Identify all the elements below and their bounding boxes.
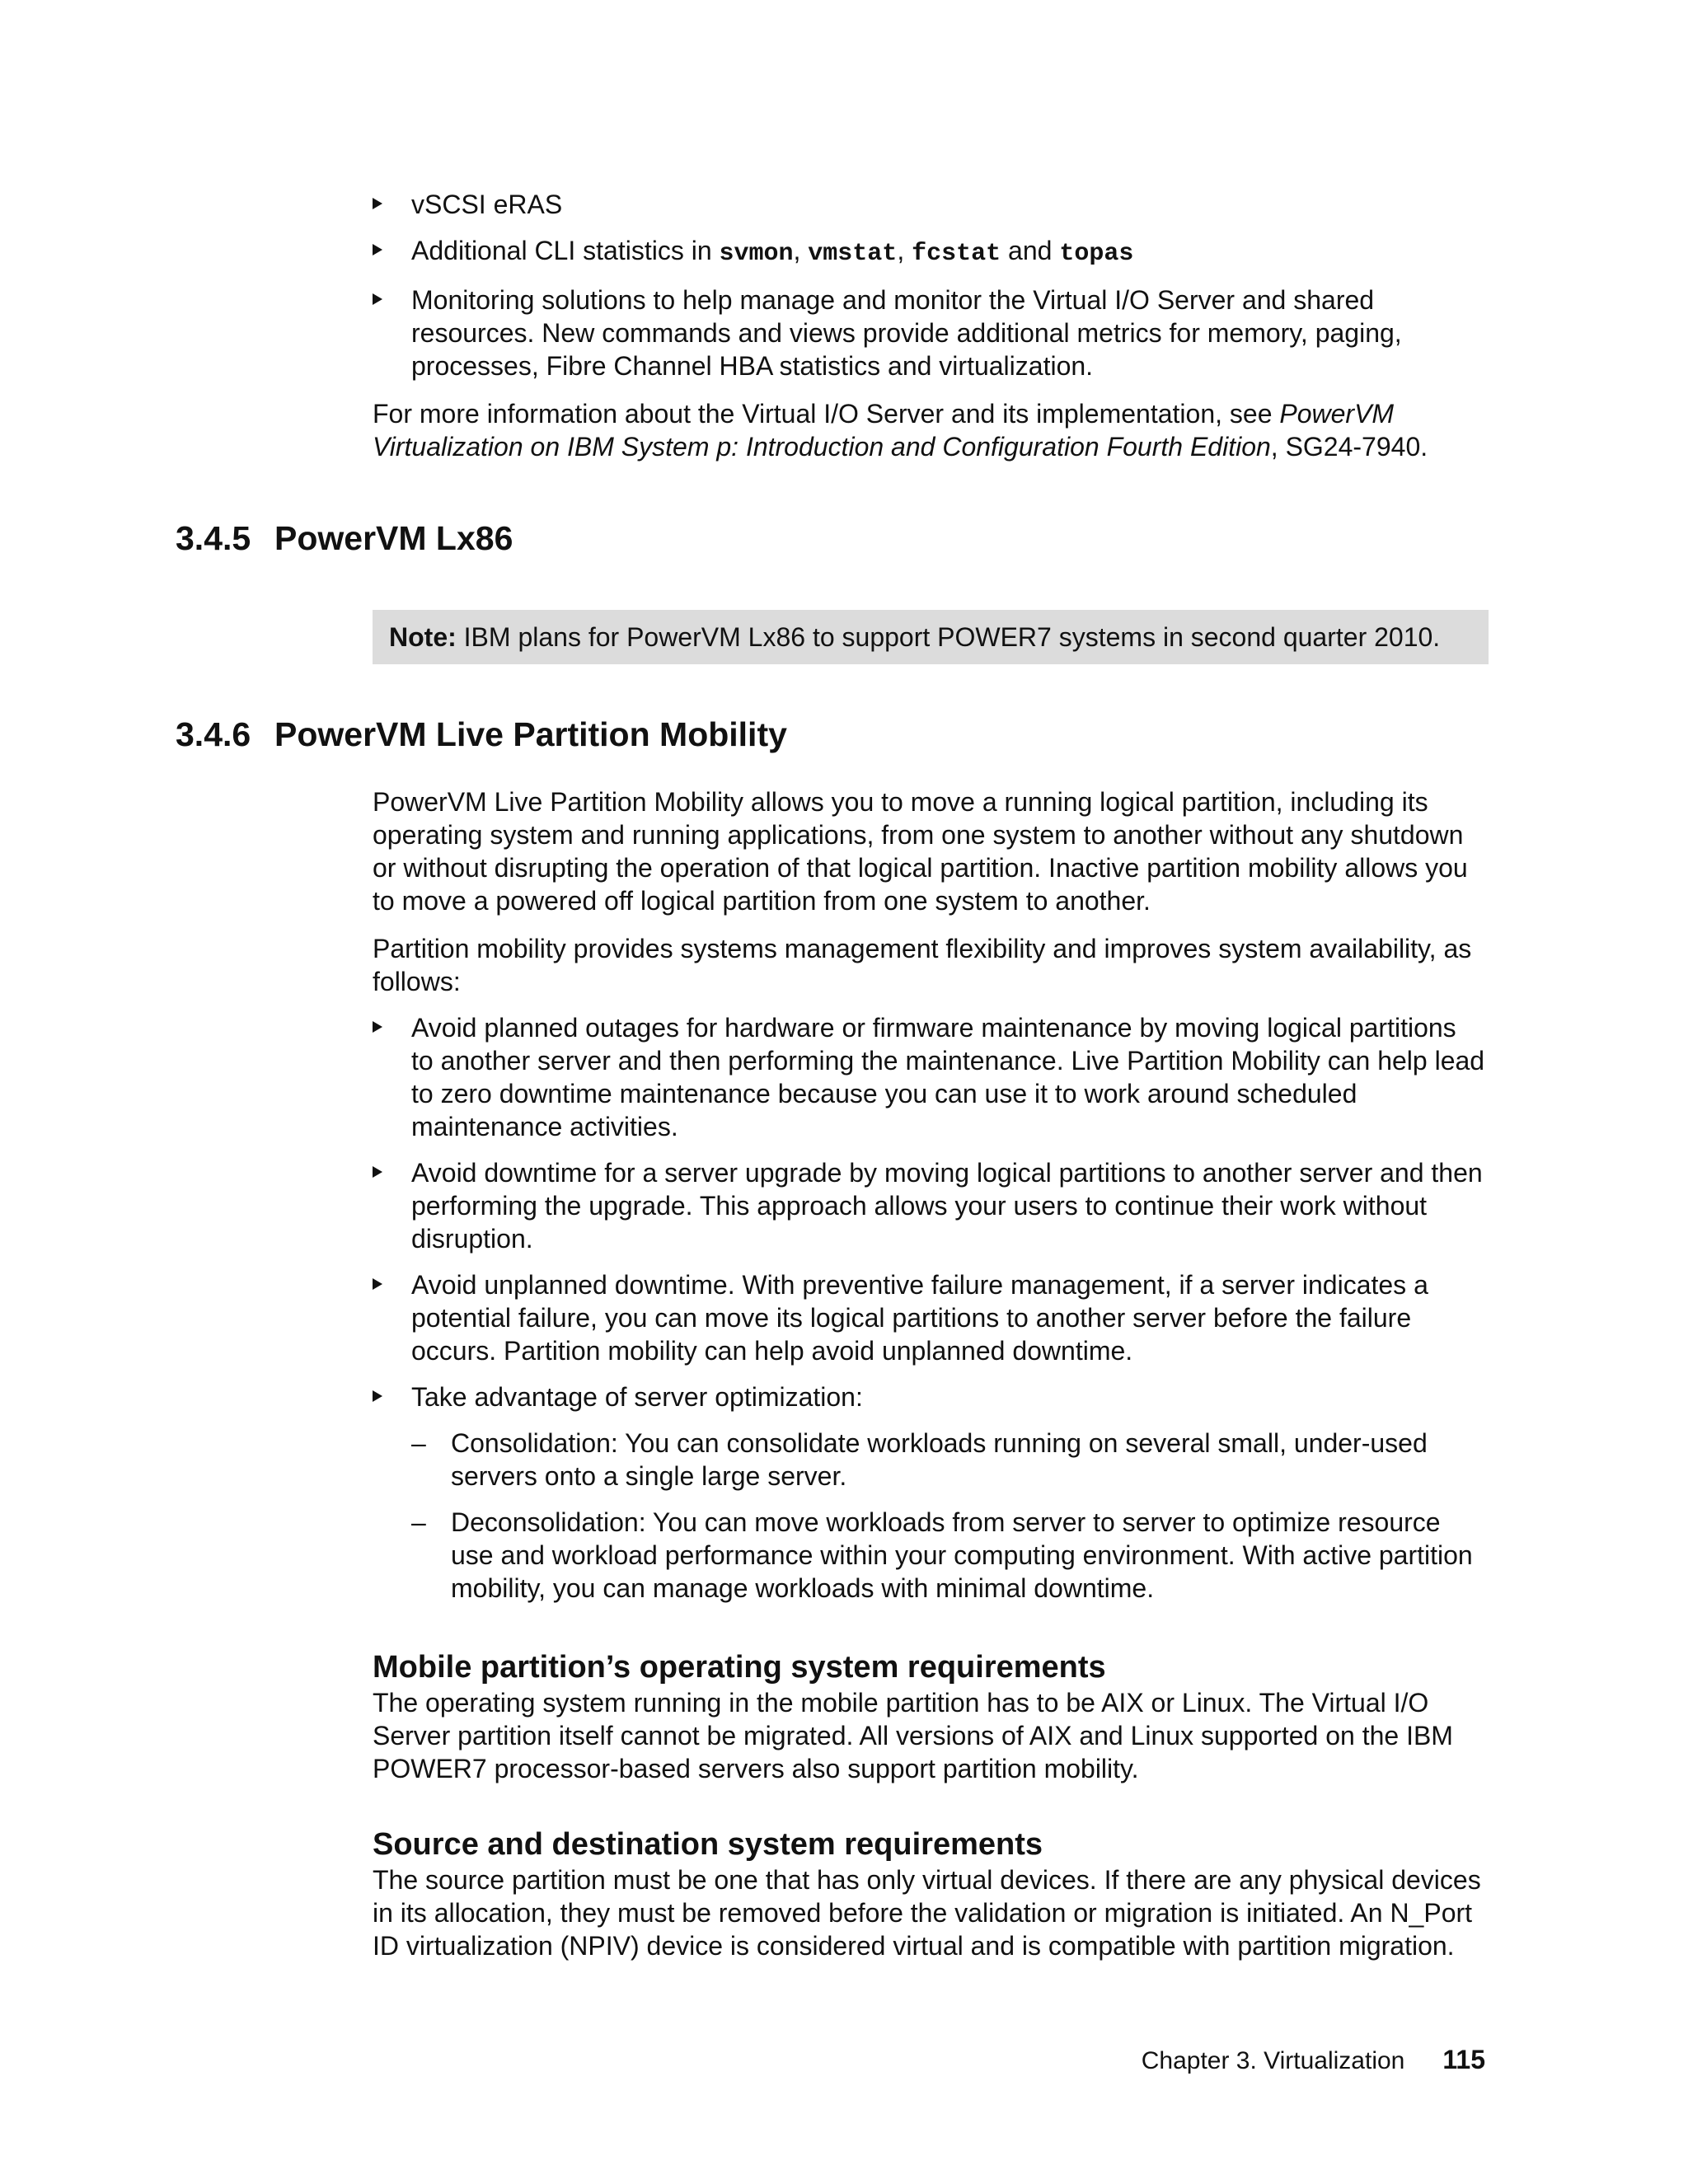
bullet-arrow-icon: [373, 1390, 382, 1402]
list-item: Additional CLI statistics in svmon, vmstat, fcstat and topas: [373, 234, 1485, 270]
paragraph: PowerVM Live Partition Mobility allows you to move a running logical partition, including its operating system and running applications, from one system to another without any shutdown or without disrupting the operation of that logical partition. Inactive partition mobility allows you to move a powered off logical partition from one system to another.: [373, 787, 1468, 916]
top-bullet-list: [373, 188, 1485, 463]
sub-list: [411, 1427, 1485, 1605]
note-box: Note: IBM plans for PowerVM Lx86 to support POWER7 systems in second quarter 2010.: [373, 610, 1489, 664]
section-heading-346: 3.4.6 PowerVM Live Partition Mobility: [176, 715, 787, 753]
book-title: PowerVM Virtualization on IBM System p: Introduction and Configuration Fourth Edition: [373, 399, 1395, 462]
bullet-arrow-icon: [373, 244, 382, 255]
bullet-arrow-icon: [373, 293, 382, 305]
dash-marker: –: [411, 1428, 426, 1458]
command-fcstat: fcstat: [912, 240, 1001, 268]
list-item: Take advantage of server optimization: – Consolidation: You can consolidate workloads running on several small, under-used servers onto a single large server. – Deconsolidation: You can move workloads from server to server to optimize resource use and workload performance within your computing environment. With active partition mobility, you can manage workloads with minimal downtime.: [373, 1380, 1485, 1605]
page-number: 115: [1442, 2045, 1485, 2074]
os-requirements-block: [373, 1648, 1485, 1785]
paragraph: The source partition must be one that has only virtual devices. If there are any physical devices in its allocation, they must be removed before the validation or migration is initiated. An N_Port ID virtualization (NPIV) device is considered virtual and is compatible with partition migration.: [373, 1865, 1481, 1961]
bullet-arrow-icon: [373, 198, 382, 209]
command-vmstat: vmstat: [808, 240, 898, 268]
lpm-section-body: [373, 785, 1485, 1618]
chapter-label: Chapter 3. Virtualization: [1141, 2047, 1405, 2074]
sub-list-item: – Consolidation: You can consolidate workloads running on several small, under-used servers onto a single large server.: [411, 1428, 1428, 1491]
list-item: Avoid planned outages for hardware or firmware maintenance by moving logical partitions to another server and then performing the maintenance. Live Partition Mobility can help lead to zero downtime maintenance because you can use it to work around scheduled maintenance activities.: [373, 1011, 1485, 1143]
note-label: Note:: [389, 622, 457, 652]
command-topas: topas: [1059, 240, 1134, 268]
list-item: Monitoring solutions to help manage and monitor the Virtual I/O Server and shared resources. New commands and views provide additional metrics for memory, paging, processes, Fibre Channel HBA statistics and virtualization.: [373, 284, 1485, 382]
source-destination-block: [373, 1825, 1485, 1962]
list-item: Avoid downtime for a server upgrade by moving logical partitions to another server and then performing the upgrade. This approach allows your users to continue their work without disruption.: [373, 1156, 1485, 1255]
subheading-source-destination: Source and destination system requirements: [373, 1827, 1043, 1862]
command-svmon: svmon: [719, 240, 794, 268]
paragraph: The operating system running in the mobile partition has to be AIX or Linux. The Virtual I/O Server partition itself cannot be migrated. All versions of AIX and Linux supported on the IBM POWER7 processor-based servers also support partition mobility.: [373, 1688, 1453, 1783]
dash-marker: –: [411, 1507, 426, 1537]
sub-list-item: – Deconsolidation: You can move workloads from server to server to optimize resource use and workload performance within your computing environment. With active partition mobility, you can manage workloads with minimal downtime.: [411, 1507, 1473, 1603]
lpm-bullet-list: [373, 1011, 1485, 1605]
bullet-arrow-icon: [373, 1278, 382, 1290]
page-footer: [0, 2045, 1485, 2075]
more-info-paragraph: For more information about the Virtual I/O Server and its implementation, see PowerVM Virtualization on IBM System p: Introduction and Configuration Fourth Edition, SG24-7940.: [373, 399, 1428, 462]
paragraph: Partition mobility provides systems management flexibility and improves system availability, as follows:: [373, 934, 1472, 996]
bullet-arrow-icon: [373, 1021, 382, 1033]
list-item: Avoid unplanned downtime. With preventive failure management, if a server indicates a potential failure, you can move its logical partitions to another server before the failure occurs. Partition mobility can help avoid unplanned downtime.: [373, 1268, 1485, 1367]
bullet-arrow-icon: [373, 1166, 382, 1178]
list-item: vSCSI eRAS: [373, 188, 1485, 221]
subheading-os-requirements: Mobile partition’s operating system requirements: [373, 1650, 1106, 1685]
section-heading-345: 3.4.5 PowerVM Lx86: [176, 519, 513, 557]
